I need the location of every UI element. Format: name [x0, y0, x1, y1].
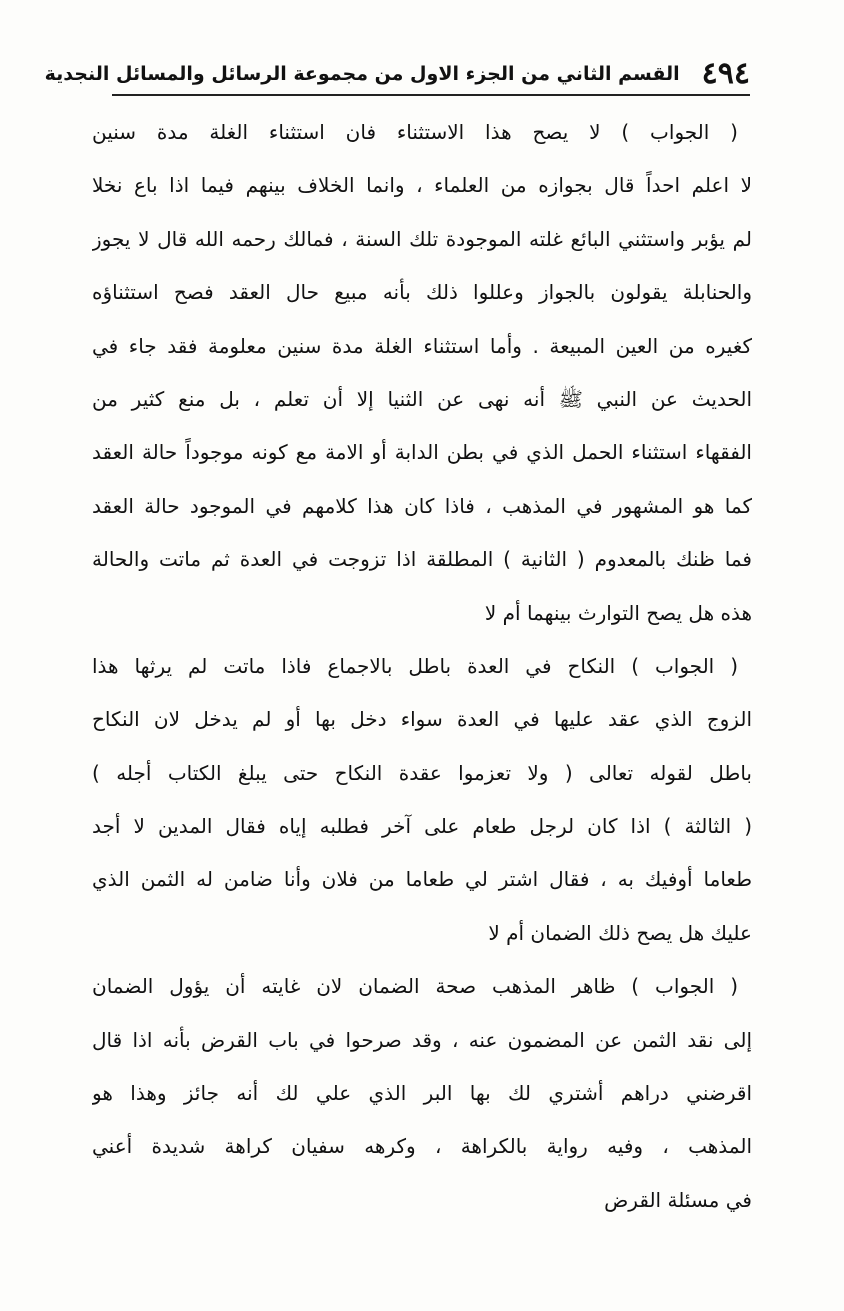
header-rule — [112, 94, 750, 96]
text-line: إلى نقد الثمن عن المضمون عنه ، وقد صرحوا في باب القرض بأنه اذا قال — [92, 1027, 752, 1052]
text-line: الحديث عن النبي ﷺ أنه نهى عن الثنيا إلا أن تعلم ، بل منع كثير من — [92, 386, 752, 411]
text-line: اقرضني دراهم أشتري لك بها البر الذي علي لك أنه جائز وهذا هو — [92, 1081, 752, 1106]
text-line: ( الجواب ) ظاهر المذهب صحة الضمان لان غايته أن يؤول الضمان — [92, 974, 738, 999]
text-line: المذهب ، وفيه رواية بالكراهة ، وكرهه سفيان كراهة شديدة أعني — [92, 1134, 752, 1159]
text-line: في مسئلة القرض — [604, 1187, 752, 1212]
text-line: لا اعلم احداً قال بجوازه من العلماء ، وانما الخلاف بينهم فيما اذا باع نخلا — [92, 173, 752, 198]
text-line: ( الجواب ) لا يصح هذا الاستثناء فان استثناء الغلة مدة سنين — [92, 120, 738, 144]
running-title: القسم الثاني من الجزء الاول من مجموعة الرسائل والمسائل النجدية — [44, 63, 680, 85]
text-line: لم يؤبر واستثني البائع غلته الموجودة تلك السنة ، فمالك رحمه الله قال لا يجوز — [92, 226, 752, 251]
running-head — [44, 52, 750, 92]
text-line: الزوج الذي عقد عليها في العدة سواء دخل بها أو لم يدخل لان النكاح — [92, 707, 752, 732]
body-text — [92, 106, 752, 1227]
text-line: باطل لقوله تعالى ( ولا تعزموا عقدة النكاح حتى يبلغ الكتاب أجله ) — [92, 760, 752, 785]
text-line: هذه هل يصح التوارث بينهما أم لا — [484, 600, 752, 625]
text-line: فما ظنك بالمعدوم ( الثانية ) المطلقة اذا تزوجت في العدة ثم ماتت والحالة — [92, 547, 752, 572]
text-line: كغيره من العين المبيعة . وأما استثناء الغلة مدة سنين معلومة فقد جاء في — [92, 333, 752, 358]
text-line: كما هو المشهور في المذهب ، فاذا كان هذا كلامهم في الموجود حالة العقد — [92, 493, 752, 518]
page-number: ٤٩٤ — [701, 56, 750, 91]
text-line: ( الثالثة ) اذا كان لرجل طعام على آخر فطلبه إياه فقال المدين لا أجد — [92, 814, 752, 839]
text-line: ( الجواب ) النكاح في العدة باطل بالاجماع فاذا ماتت لم يرثها هذا — [92, 653, 738, 678]
text-line: عليك هل يصح ذلك الضمان أم لا — [488, 920, 752, 945]
text-line: والحنابلة يقولون بالجواز وعللوا ذلك بأنه مبيع حال العقد فصح استثناؤه — [92, 280, 752, 305]
text-line: الفقهاء استثناء الحمل الذي في بطن الدابة أو الامة مع كونه موجوداً حالة العقد — [92, 440, 752, 465]
text-line: طعاما أوفيك به ، فقال اشتر لي طعاما من فلان وأنا ضامن له الثمن الذي — [92, 867, 752, 892]
